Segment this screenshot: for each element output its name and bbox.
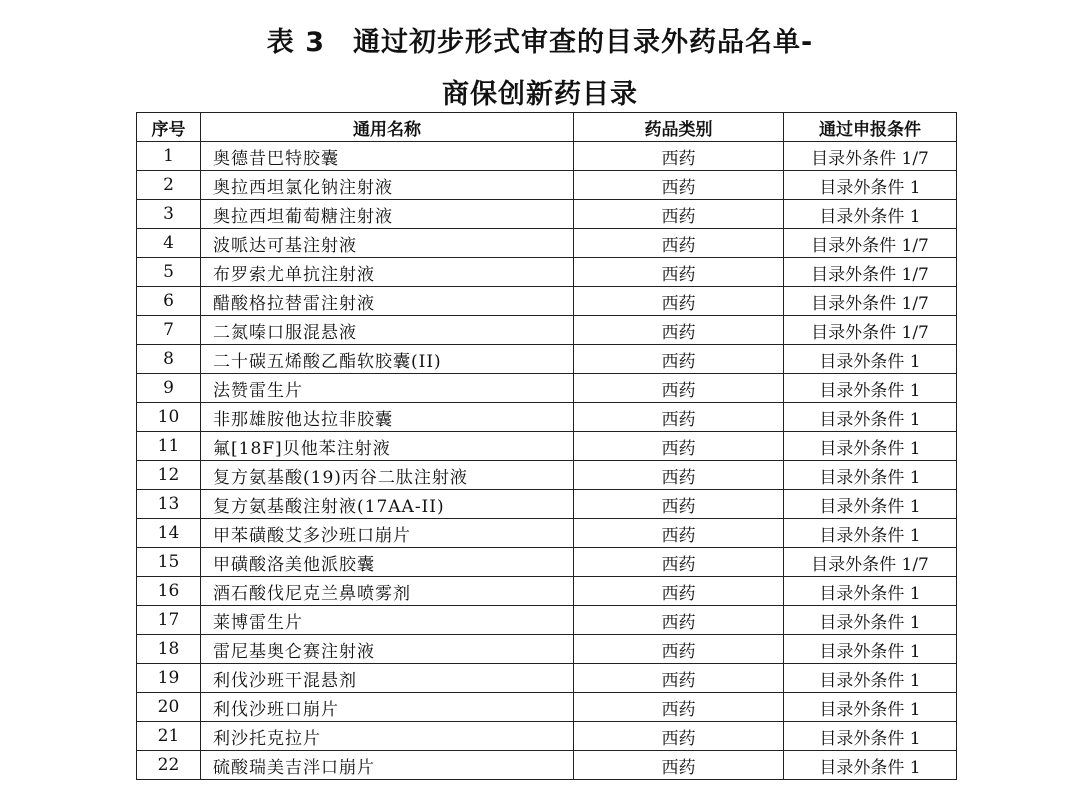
cell-serial-number: 11 — [137, 432, 201, 461]
cell-passed-condition: 目录外条件 1/7 — [784, 287, 957, 316]
cell-serial-number: 21 — [137, 722, 201, 751]
table-row — [137, 287, 957, 316]
table-row — [137, 461, 957, 490]
cell-generic-name: 氟[18F]贝他苯注射液 — [201, 432, 574, 461]
cell-drug-category: 西药 — [574, 374, 784, 403]
cell-generic-name: 二十碳五烯酸乙酯软胶囊(II) — [201, 345, 574, 374]
cell-drug-category: 西药 — [574, 606, 784, 635]
cell-generic-name: 雷尼基奥仑赛注射液 — [201, 635, 574, 664]
table-row — [137, 606, 957, 635]
cell-drug-category: 西药 — [574, 635, 784, 664]
cell-generic-name: 二氮嗪口服混悬液 — [201, 316, 574, 345]
drug-list-table — [136, 112, 957, 780]
cell-generic-name: 醋酸格拉替雷注射液 — [201, 287, 574, 316]
table-row — [137, 316, 957, 345]
cell-drug-category: 西药 — [574, 171, 784, 200]
cell-drug-category: 西药 — [574, 403, 784, 432]
cell-drug-category: 西药 — [574, 142, 784, 171]
table-row — [137, 171, 957, 200]
cell-passed-condition: 目录外条件 1 — [784, 519, 957, 548]
cell-passed-condition: 目录外条件 1 — [784, 606, 957, 635]
cell-drug-category: 西药 — [574, 229, 784, 258]
cell-drug-category: 西药 — [574, 519, 784, 548]
cell-generic-name: 甲磺酸洛美他派胶囊 — [201, 548, 574, 577]
cell-drug-category: 西药 — [574, 316, 784, 345]
cell-drug-category: 西药 — [574, 548, 784, 577]
cell-passed-condition: 目录外条件 1 — [784, 577, 957, 606]
table-title-line-2: 商保创新药目录 — [442, 79, 638, 110]
header-passed-condition: 通过申报条件 — [784, 113, 957, 142]
table-row — [137, 200, 957, 229]
cell-generic-name: 布罗索尤单抗注射液 — [201, 258, 574, 287]
cell-drug-category: 西药 — [574, 258, 784, 287]
table-row — [137, 258, 957, 287]
cell-passed-condition: 目录外条件 1 — [784, 461, 957, 490]
table-row — [137, 548, 957, 577]
cell-serial-number: 9 — [137, 374, 201, 403]
table-row — [137, 722, 957, 751]
cell-passed-condition: 目录外条件 1 — [784, 432, 957, 461]
cell-serial-number: 10 — [137, 403, 201, 432]
table-row — [137, 664, 957, 693]
cell-passed-condition: 目录外条件 1 — [784, 374, 957, 403]
cell-generic-name: 利伐沙班干混悬剂 — [201, 664, 574, 693]
cell-passed-condition: 目录外条件 1 — [784, 200, 957, 229]
cell-generic-name: 波哌达可基注射液 — [201, 229, 574, 258]
cell-drug-category: 西药 — [574, 461, 784, 490]
cell-drug-category: 西药 — [574, 751, 784, 780]
header-generic-name: 通用名称 — [201, 113, 574, 142]
cell-generic-name: 非那雄胺他达拉非胶囊 — [201, 403, 574, 432]
cell-serial-number: 14 — [137, 519, 201, 548]
cell-passed-condition: 目录外条件 1 — [784, 403, 957, 432]
cell-serial-number: 3 — [137, 200, 201, 229]
table-body — [137, 142, 957, 780]
cell-generic-name: 利沙托克拉片 — [201, 722, 574, 751]
cell-generic-name: 奥德昔巴特胶囊 — [201, 142, 574, 171]
header-serial-number: 序号 — [137, 113, 201, 142]
cell-drug-category: 西药 — [574, 345, 784, 374]
cell-passed-condition: 目录外条件 1 — [784, 171, 957, 200]
cell-drug-category: 西药 — [574, 693, 784, 722]
cell-serial-number: 1 — [137, 142, 201, 171]
cell-passed-condition: 目录外条件 1 — [784, 751, 957, 780]
table-row — [137, 577, 957, 606]
cell-passed-condition: 目录外条件 1 — [784, 635, 957, 664]
table-row — [137, 432, 957, 461]
table-row — [137, 374, 957, 403]
cell-generic-name: 复方氨基酸注射液(17AA-II) — [201, 490, 574, 519]
cell-serial-number: 8 — [137, 345, 201, 374]
cell-serial-number: 20 — [137, 693, 201, 722]
cell-serial-number: 22 — [137, 751, 201, 780]
cell-generic-name: 利伐沙班口崩片 — [201, 693, 574, 722]
cell-drug-category: 西药 — [574, 490, 784, 519]
cell-drug-category: 西药 — [574, 287, 784, 316]
cell-serial-number: 2 — [137, 171, 201, 200]
cell-serial-number: 13 — [137, 490, 201, 519]
table-row — [137, 345, 957, 374]
table-row — [137, 635, 957, 664]
cell-serial-number: 15 — [137, 548, 201, 577]
cell-generic-name: 法赞雷生片 — [201, 374, 574, 403]
cell-generic-name: 硫酸瑞美吉泮口崩片 — [201, 751, 574, 780]
cell-passed-condition: 目录外条件 1 — [784, 490, 957, 519]
cell-serial-number: 17 — [137, 606, 201, 635]
header-drug-category: 药品类别 — [574, 113, 784, 142]
cell-serial-number: 12 — [137, 461, 201, 490]
table-row — [137, 229, 957, 258]
cell-passed-condition: 目录外条件 1/7 — [784, 548, 957, 577]
cell-generic-name: 奥拉西坦葡萄糖注射液 — [201, 200, 574, 229]
cell-serial-number: 16 — [137, 577, 201, 606]
cell-serial-number: 6 — [137, 287, 201, 316]
table-row — [137, 142, 957, 171]
cell-passed-condition: 目录外条件 1 — [784, 664, 957, 693]
cell-passed-condition: 目录外条件 1/7 — [784, 316, 957, 345]
cell-passed-condition: 目录外条件 1/7 — [784, 229, 957, 258]
cell-serial-number: 4 — [137, 229, 201, 258]
cell-passed-condition: 目录外条件 1 — [784, 693, 957, 722]
cell-serial-number: 5 — [137, 258, 201, 287]
cell-generic-name: 甲苯磺酸艾多沙班口崩片 — [201, 519, 574, 548]
cell-passed-condition: 目录外条件 1/7 — [784, 142, 957, 171]
cell-drug-category: 西药 — [574, 200, 784, 229]
table-row — [137, 403, 957, 432]
cell-drug-category: 西药 — [574, 664, 784, 693]
cell-passed-condition: 目录外条件 1/7 — [784, 258, 957, 287]
cell-serial-number: 7 — [137, 316, 201, 345]
table-row — [137, 519, 957, 548]
table-row — [137, 490, 957, 519]
cell-drug-category: 西药 — [574, 432, 784, 461]
cell-generic-name: 奥拉西坦氯化钠注射液 — [201, 171, 574, 200]
cell-generic-name: 酒石酸伐尼克兰鼻喷雾剂 — [201, 577, 574, 606]
cell-passed-condition: 目录外条件 1 — [784, 345, 957, 374]
table-title-line-1: 表 3 通过初步形式审查的目录外药品名单- — [266, 27, 814, 58]
cell-generic-name: 复方氨基酸(19)丙谷二肽注射液 — [201, 461, 574, 490]
cell-serial-number: 19 — [137, 664, 201, 693]
cell-drug-category: 西药 — [574, 577, 784, 606]
cell-drug-category: 西药 — [574, 722, 784, 751]
table-header-row — [137, 113, 957, 142]
cell-generic-name: 莱博雷生片 — [201, 606, 574, 635]
table-row — [137, 751, 957, 780]
cell-passed-condition: 目录外条件 1 — [784, 722, 957, 751]
cell-serial-number: 18 — [137, 635, 201, 664]
table-row — [137, 693, 957, 722]
